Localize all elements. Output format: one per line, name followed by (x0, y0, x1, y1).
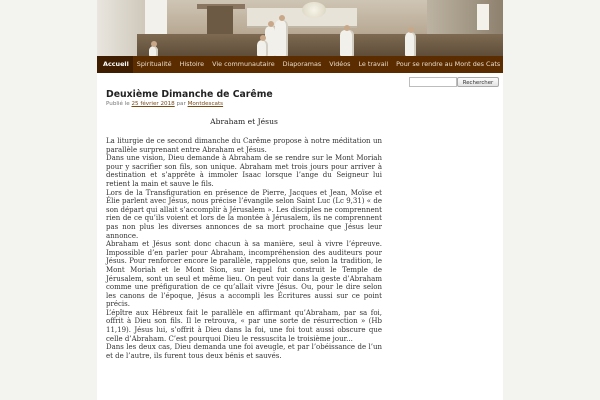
post-meta (106, 101, 223, 107)
post-content (106, 137, 382, 360)
header-monk-figure (340, 30, 354, 56)
nav-item-vie-communautaire[interactable]: Vie communautaire (212, 60, 275, 68)
post-paragraph: Abraham et Jésus sont donc chacun à sa manière, seul à vivre l’épreuve. Impossible d’en parler pour Abraham, incompréhension des auditeurs pour Jésus. Pour renforcer encore le parallèle, rappelons que, selon la tradition, le Mont Moriah et le Mont Sion, sur lequel fut construit le Temple de Jérusalem, sont un seul et même lieu. On peut voir dans la geste d’Abraham comme une préfiguration de ce qu’allait vivre Jésus. Ou, pour le dire selon les canons de l’époque, Jésus a accompli les Écritures aussi sur ce point précis. (106, 240, 382, 309)
header-floor (137, 34, 503, 56)
header-monk-figure (405, 32, 416, 56)
post-meta-prefix: Publié le (106, 101, 130, 107)
header-window (477, 4, 489, 30)
nav-item-diaporamas[interactable]: Diaporamas (282, 60, 322, 68)
article-title: Abraham et Jésus (210, 117, 278, 126)
header-monk-figure (257, 40, 268, 56)
nav-item-accueil[interactable]: Accueil (97, 56, 133, 73)
header-flowers (302, 2, 326, 18)
search-button[interactable]: Rechercher (457, 77, 499, 87)
post-title[interactable]: Deuxième Dimanche de Carême (106, 89, 273, 100)
post-date-link[interactable]: 25 février 2018 (131, 101, 175, 107)
header-monk-figure (275, 20, 288, 56)
main-navigation (97, 56, 503, 73)
post-meta-by: par (176, 101, 186, 107)
post-paragraph: Dans une vision, Dieu demande à Abraham de se rendre sur le Mont Moriah pour y sacrifier son fils, son unique. Abraham met trois jours pour arriver à destination et s’apprête à immoler Isaac lorsque l’ange du Seigneur lui retient la main et sauve le fils. (106, 154, 382, 188)
nav-item-le-travail[interactable]: Le travail (358, 60, 389, 68)
post-paragraph: La liturgie de ce second dimanche du Carême propose à notre méditation un parallèle surprenant entre Abraham et Jésus. (106, 137, 382, 154)
search-input[interactable] (409, 77, 457, 87)
nav-item-videos[interactable]: Vidéos (329, 60, 351, 68)
nav-item-acces[interactable]: Pour se rendre au Mont des Cats (396, 60, 501, 68)
page (97, 0, 503, 400)
header-image (97, 0, 503, 56)
post-author-link[interactable]: Montdescats (187, 101, 224, 107)
post-paragraph: L’épître aux Hébreux fait le parallèle en affirmant qu’Abraham, par sa foi, offrit à Dieu son fils. Il le retrouva, « par une sorte de résurrection » (Hb 11,19). Jésus lui, s’offrit à Dieu dans la foi, une foi tout aussi obscure que celle d’Abraham. C’est pourquoi Dieu le ressuscita le troisième jour... (106, 308, 382, 343)
post-paragraph: Dans les deux cas, Dieu demanda une foi aveugle, et par l’obéissance de l’un et de l’autre, ils furent tous deux bénis et sauvés. (106, 343, 382, 360)
header-monk-figure (149, 46, 158, 56)
post-paragraph: Lors de la Transfiguration en présence de Pierre, Jacques et Jean, Moïse et Élie parlent avec Jésus, nous précise l’évangile selon Saint Luc (Lc 9,31) « de son départ qui allait s’accomplir à Jérusalem ». Les disciples ne comprennent rien de ce qu’ils voient et lors de la montée à Jérusalem, ils ne comprennent pas non plus les diverses annonces de sa mort prochaine que Jésus leur annonce. (106, 188, 382, 240)
nav-item-spiritualite[interactable]: Spiritualité (136, 60, 172, 68)
nav-item-histoire[interactable]: Histoire (179, 60, 205, 68)
